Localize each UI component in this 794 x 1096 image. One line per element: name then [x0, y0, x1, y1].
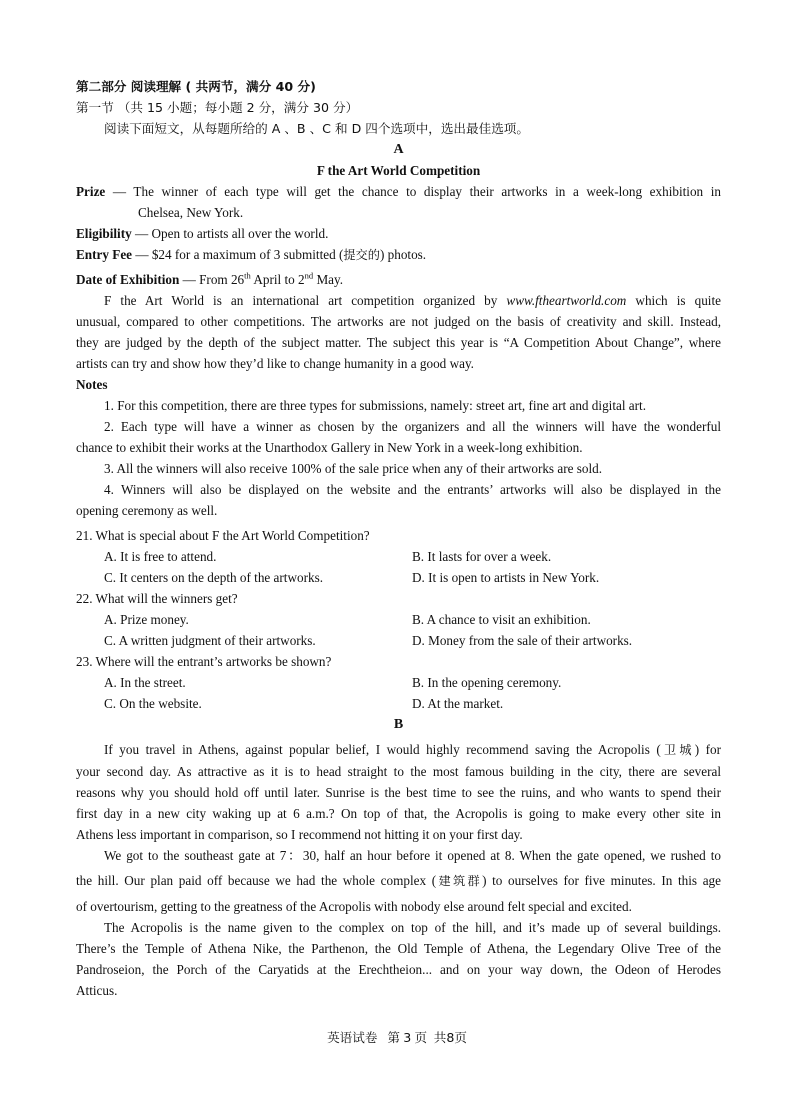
b-p2-line-3: of overtourism, getting to the greatness of the Acropolis with nobody else around felt special and excited.: [76, 899, 632, 914]
b-p1-line-2: your second day. As attractive as it is to head straight to the most famous building in the city, there are several: [76, 764, 721, 779]
date-sup-1: th: [244, 270, 251, 281]
b-p1-line-4: first day in a new city waking up at 6 a.m.? On top of that, the Acropolis is going to make every other site in: [76, 806, 721, 821]
prize-label: Prize: [76, 184, 106, 199]
b-p1-line-1: [76, 739, 721, 761]
part-title: 第二部分 阅读理解 ( 共两节，满分 40 分): [76, 79, 316, 94]
date-line: [76, 269, 721, 290]
question-stem: 23. Where will the entrant’s artworks be shown?: [76, 654, 332, 669]
option-row: [76, 609, 721, 630]
b-p1-text-1b: ) for: [694, 742, 722, 757]
entry-fee-text: — $24 for a maximum of 3 submitted (: [132, 247, 344, 262]
option-c: C. A written judgment of their artworks.: [104, 633, 316, 648]
option-d: D. Money from the sale of their artworks.: [412, 633, 633, 648]
intro-line-1: [76, 290, 721, 311]
note-4a: 4. Winners will also be displayed on the website and the entrants’ artworks will also be displayed in the: [104, 482, 721, 497]
b-p1-line-5: Athens less important in comparison, so I recommend not hitting it on your first day.: [76, 827, 523, 842]
entry-fee-text-end: ) photos.: [379, 247, 427, 262]
eligibility-label: Eligibility: [76, 226, 132, 241]
intro-line-3: they are judged by the depth of the subject matter. The subject this year is “A Competition About Change”, where: [76, 335, 721, 350]
option-c: C. It centers on the depth of the artworks.: [104, 570, 323, 585]
note-1: 1. For this competition, there are three types for submissions, namely: street art, fine art and digital art.: [104, 398, 647, 413]
note-4b: opening ceremony as well.: [76, 503, 218, 518]
option-b: B. In the opening ceremony.: [412, 675, 562, 690]
b-p1-line-3: reasons why you should hold off until later. Sunrise is the best time to see the ruins, and who wants to spend their: [76, 785, 721, 800]
section-title: 第一节 （共 15 小题；每小题 2 分，满分 30 分）: [76, 100, 359, 115]
date-text-3: May.: [313, 272, 344, 287]
b-p3-line-3: Pandroseion, the Porch of the Caryatids at the Erechtheion... and on your way down, the Odeon of Herodes: [76, 962, 721, 977]
passage-a-letter: A: [393, 142, 404, 157]
b-p2-text-2a: the hill. Our plan paid off because we had the whole complex (: [76, 873, 437, 888]
b-p1-cjk: 卫城: [660, 743, 695, 757]
option-row: [76, 546, 721, 567]
date-sup-2: nd: [304, 270, 314, 281]
question-stem: 22. What will the winners get?: [76, 591, 238, 606]
option-a: A. Prize money.: [104, 612, 189, 627]
option-row: [76, 567, 721, 588]
eligibility-line: [76, 223, 721, 244]
intro-url: www.ftheartworld.com: [506, 293, 627, 308]
option-a: A. In the street.: [104, 675, 186, 690]
intro-line-2: unusual, compared to other competitions. The artworks are not judged on the basis of creativity and skill. Instead,: [76, 314, 721, 329]
prize-text-2: Chelsea, New York.: [138, 205, 244, 220]
option-b: B. It lasts for over a week.: [412, 549, 552, 564]
entry-fee-line: [76, 244, 721, 266]
question-23: [76, 651, 721, 714]
option-row: [76, 630, 721, 651]
date-text-2: April to 2: [250, 272, 305, 287]
question-21: [76, 525, 721, 588]
note-2b: chance to exhibit their works at the Unarthodox Gallery in New York in a week-long exhibition.: [76, 440, 583, 455]
footer-page-num: 3: [403, 1030, 412, 1045]
prize-line: [76, 181, 721, 202]
question-stem: 21. What is special about F the Art World Competition?: [76, 528, 370, 543]
eligibility-text: — Open to artists all over the world.: [131, 226, 329, 241]
intro-text-1b: which is quite: [626, 293, 721, 308]
b-p2-text-2b: ) to ourselves for five minutes. In this age: [482, 873, 722, 888]
entry-fee-label: Entry Fee: [76, 247, 133, 262]
b-p3-line-2: There’s the Temple of Athena Nike, the Parthenon, the Old Temple of Athena, the Legendary Olive Tree of the: [76, 941, 721, 956]
option-c: C. On the website.: [104, 696, 202, 711]
footer-exam-label: 英语试卷: [327, 1030, 378, 1045]
entry-fee-cjk: 提交的: [343, 248, 380, 262]
option-d: D. At the market.: [412, 696, 504, 711]
footer-ye2: 页: [454, 1030, 467, 1045]
note-2a: 2. Each type will have a winner as chosen by the organizers and all the winners will have the wonderful: [104, 419, 721, 434]
intro-text-1a: F the Art World is an international art competition organized by: [104, 293, 507, 308]
note-3: 3. All the winners will also receive 100% of the sale price when any of their artworks are sold.: [104, 461, 603, 476]
footer-gong: 共: [433, 1030, 447, 1045]
b-p3-line-4: Atticus.: [76, 983, 118, 998]
b-p1-text-1a: If you travel in Athens, against popular belief, I would highly recommend saving the Acropolis (: [104, 742, 661, 757]
option-d: D. It is open to artists in New York.: [412, 570, 600, 585]
option-b: B. A chance to visit an exhibition.: [412, 612, 591, 627]
exam-page: [76, 76, 721, 1001]
intro-line-4: artists can try and show how they’d like to change humanity in a good way.: [76, 356, 474, 371]
page-footer: [0, 1027, 794, 1046]
footer-di: 第: [387, 1030, 400, 1045]
date-label: Date of Exhibition: [76, 272, 180, 287]
option-row: [76, 693, 721, 714]
b-p2-line-2: [76, 870, 721, 892]
b-p2-line-1: We got to the southeast gate at 7：30, half an hour before it opened at 8. When the gate opened, we rushed to: [104, 848, 721, 863]
option-a: A. It is free to attend.: [104, 549, 217, 564]
footer-ye: 页: [414, 1030, 428, 1045]
date-text-1: — From 26: [179, 272, 245, 287]
b-p2-cjk: 建筑群: [436, 874, 483, 888]
notes-label: Notes: [76, 377, 108, 392]
prize-text: — The winner of each type will get the chance to display their artworks in a week-long exhibition in: [105, 184, 721, 199]
passage-a-title: F the Art World Competition: [316, 163, 481, 178]
instructions: 阅读下面短文，从每题所给的 A 、B 、C 和 D 四个选项中，选出最佳选项。: [104, 121, 529, 136]
passage-b-letter: B: [393, 717, 404, 732]
option-row: [76, 672, 721, 693]
footer-total: 8: [446, 1030, 455, 1045]
b-p3-line-1: The Acropolis is the name given to the complex on top of the hill, and it’s made up of several buildings.: [104, 920, 721, 935]
question-22: [76, 588, 721, 651]
